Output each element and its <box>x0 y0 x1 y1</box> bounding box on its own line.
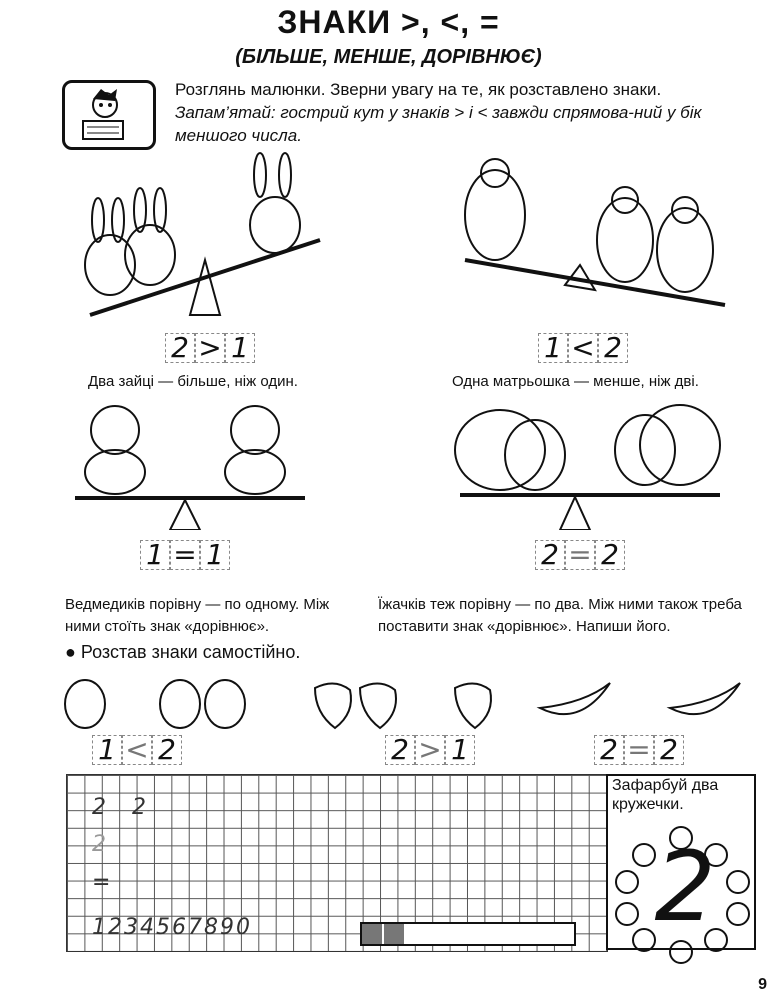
sign-cell[interactable]: = <box>624 735 654 765</box>
progress-bar <box>360 922 576 946</box>
intro-rule: Запам’ятай: гострий кут у знаків > і < завжди спрямова-ний у бік меншого числа. <box>175 103 702 145</box>
sign-cell: > <box>195 333 225 363</box>
number-cell: 2 <box>535 540 565 570</box>
example-3-comparison <box>140 540 230 570</box>
task-3-comparison <box>594 735 684 765</box>
fruit-illustrations <box>60 668 760 732</box>
hedgehogs-balance-illustration <box>440 395 730 530</box>
page-subtitle: (БІЛЬШЕ, МЕНШЕ, ДОРІВНЮЄ) <box>235 46 542 68</box>
number-cell: 2 <box>654 735 684 765</box>
color-circle[interactable] <box>615 902 639 926</box>
color-circle[interactable] <box>726 902 750 926</box>
task-label-text: Розстав знаки самостійно. <box>80 642 301 662</box>
task-2-comparison <box>385 735 475 765</box>
number-cell: 1 <box>225 333 255 363</box>
page-number: 9 <box>758 976 767 993</box>
example-1-comparison <box>165 333 255 363</box>
bears-balance-illustration <box>70 400 310 530</box>
color-circle[interactable] <box>669 826 693 850</box>
example-1-caption: Два зайці — більше, ніж один. <box>88 373 298 390</box>
example-3-caption: Ведмедиків порівну — по одному. Між ними стоїть знак «дорівнює». <box>65 596 330 635</box>
color-circle[interactable] <box>669 940 693 964</box>
color-circle[interactable] <box>615 870 639 894</box>
number-cell: 1 <box>140 540 170 570</box>
copy-row-1-digit: 2 <box>92 795 106 820</box>
number-cell: 2 <box>165 333 195 363</box>
progress-cell-filled <box>362 924 382 944</box>
example-2-comparison <box>538 333 628 363</box>
page-title: ЗНАКИ >, <, = <box>277 4 500 40</box>
copy-row-1-digit: 2 <box>132 795 146 820</box>
progress-cell-filled <box>384 924 404 944</box>
matryoshka-seesaw-illustration <box>455 145 735 320</box>
number-cell: 2 <box>598 333 628 363</box>
bunnies-seesaw-illustration <box>70 150 330 320</box>
example-4-comparison <box>535 540 625 570</box>
copy-row-2-digit: 2 <box>92 832 106 857</box>
digit-sequence: 1234567890 <box>92 915 252 940</box>
sign-cell[interactable]: > <box>415 735 445 765</box>
intro-line: Розглянь малюнки. Зверни увагу на те, як розставлено знаки. <box>175 80 662 99</box>
task-label: ● Розстав знаки самостійно. <box>65 642 301 662</box>
raspberry-icon <box>65 680 105 728</box>
number-cell: 1 <box>538 333 568 363</box>
copy-row-3-sign: = <box>92 870 111 895</box>
color-circle[interactable] <box>632 928 656 952</box>
color-circle[interactable] <box>726 870 750 894</box>
number-cell: 2 <box>385 735 415 765</box>
number-cell: 1 <box>200 540 230 570</box>
number-cell: 2 <box>594 735 624 765</box>
color-circle[interactable] <box>632 843 656 867</box>
number-cell: 1 <box>445 735 475 765</box>
number-cell: 2 <box>595 540 625 570</box>
big-digit: 2 <box>654 831 716 943</box>
intro-text <box>175 78 765 147</box>
task-1-comparison <box>92 735 182 765</box>
sign-cell[interactable]: < <box>122 735 152 765</box>
color-circle[interactable] <box>704 928 728 952</box>
example-4-caption: Їжачків теж порівну — по два. Між ними також треба поставити знак «дорівнює». Напиши його. <box>378 596 742 635</box>
number-cell: 1 <box>92 735 122 765</box>
reading-boy-icon <box>62 80 156 150</box>
example-2-caption: Одна матрьошка — менше, ніж дві. <box>452 373 699 390</box>
color-circle[interactable] <box>704 843 728 867</box>
sign-cell: = <box>170 540 200 570</box>
number-cell: 2 <box>152 735 182 765</box>
sign-cell[interactable]: = <box>565 540 595 570</box>
panel-instruction: Зафарбуй два кружечки. <box>612 777 719 813</box>
sign-cell: < <box>568 333 598 363</box>
